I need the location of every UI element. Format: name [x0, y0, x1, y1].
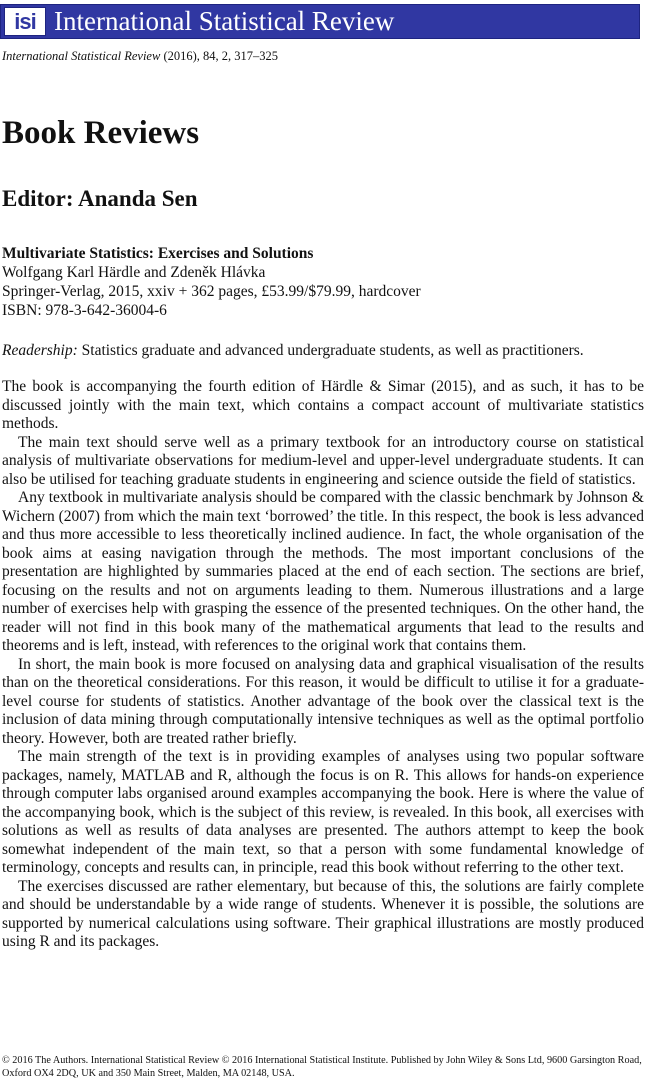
- isi-logo-text: isi: [14, 8, 36, 34]
- journal-title: International Statistical Review: [54, 6, 395, 36]
- paragraph: The book is accompanying the fourth edition of Härdle & Simar (2015), and as such, it has to be discussed jointly with the main text, which contains a compact account of multivariate statistics methods.: [2, 378, 644, 432]
- citation-line: [2, 49, 278, 64]
- book-authors: Wolfgang Karl Härdle and Zdeněk Hlávka: [2, 264, 266, 281]
- paragraph: The main strength of the text is in providing examples of analyses using two popular software packages, namely, MATLAB and R, although the focus is on R. This allows for hands-on experience through computer labs organised around examples accompanying the book. Here is where the value of the accompanying book, which is the subject of this review, is revealed. In this book, all exercises with solutions as well as results of data analyses are presented. The authors attempt to keep the book somewhat independent of the main text, so that a person with some fundamental knowledge of terminology, concepts and results can, in principle, read this book without referring to the other text.: [2, 748, 644, 876]
- readership-label: Readership:: [2, 342, 78, 359]
- paragraph: In short, the main book is more focused on analysing data and graphical visualisation of the results than on the theoretical considerations. For this reason, it would be difficult to utilise it for a graduate-level course for students of statistics. Another advantage of the book over the classical text is the inclusion of data mining through computationally intensive techniques as well as the optimal portfolio theory. However, both are treated rather briefly.: [2, 655, 644, 747]
- citation-details: (2016), 84, 2, 317–325: [163, 49, 279, 63]
- isi-logo: [4, 7, 46, 36]
- book-isbn: ISBN: 978-3-642-36004-6: [2, 302, 167, 319]
- section-title: Book Reviews: [2, 115, 200, 151]
- paragraph: The main text should serve well as a primary textbook for an introductory course on statistical analysis of multivariate observations for medium-level and upper-level undergraduate students. It can also be utilised for teaching graduate students in engineering and science outside the field of statistics.: [2, 433, 644, 488]
- citation-journal: International Statistical Review: [2, 49, 161, 63]
- editor-line: Editor: Ananda Sen: [2, 186, 198, 211]
- book-info: [2, 244, 421, 320]
- book-title: Multivariate Statistics: Exercises and Solutions: [2, 245, 314, 262]
- readership-text: Statistics graduate and advanced undergraduate students, as well as practitioners.: [81, 342, 584, 359]
- readership-line: [2, 342, 584, 360]
- paragraph: Any textbook in multivariate analysis should be compared with the classic benchmark by Johnson & Wichern (2007) from which the main text ‘borrowed’ the title. In this respect, the book is less advanced and thus more accessible to less theoretically inclined audience. In fact, the whole organisation of the book aims at easing navigation through the methods. The most important conclusions of the presentation are highlighted by summaries placed at the end of each section. The sections are brief, focusing on the results and not on arguments leading to them. Numerous illustrations and a large number of exercises help with grasping the essence of the presented techniques. On the other hand, the reader will not find in this book many of the mathematical arguments that lead to the results and theorems and is left, instead, with references to the original work that contains them.: [2, 489, 644, 654]
- paragraph: The exercises discussed are rather elementary, but because of this, the solutions are fairly complete and should be understandable by a wide range of students. Whenever it is possible, the solutions are supported by numerical calculations using software. Their graphical illustrations are mostly produced using R and its packages.: [2, 877, 644, 950]
- copyright-footer: © 2016 The Authors. International Statistical Review © 2016 International Statistical Institute. Published by John Wiley & Sons Ltd, 9600 Garsington Road, Oxford OX4 2DQ, UK and 350 Main Street, Malden, MA 02148, USA.: [2, 1055, 642, 1079]
- journal-banner: [0, 4, 640, 39]
- review-body: [2, 378, 644, 952]
- book-publisher: Springer-Verlag, 2015, xxiv + 362 pages, £53.99/$79.99, hardcover: [2, 283, 421, 300]
